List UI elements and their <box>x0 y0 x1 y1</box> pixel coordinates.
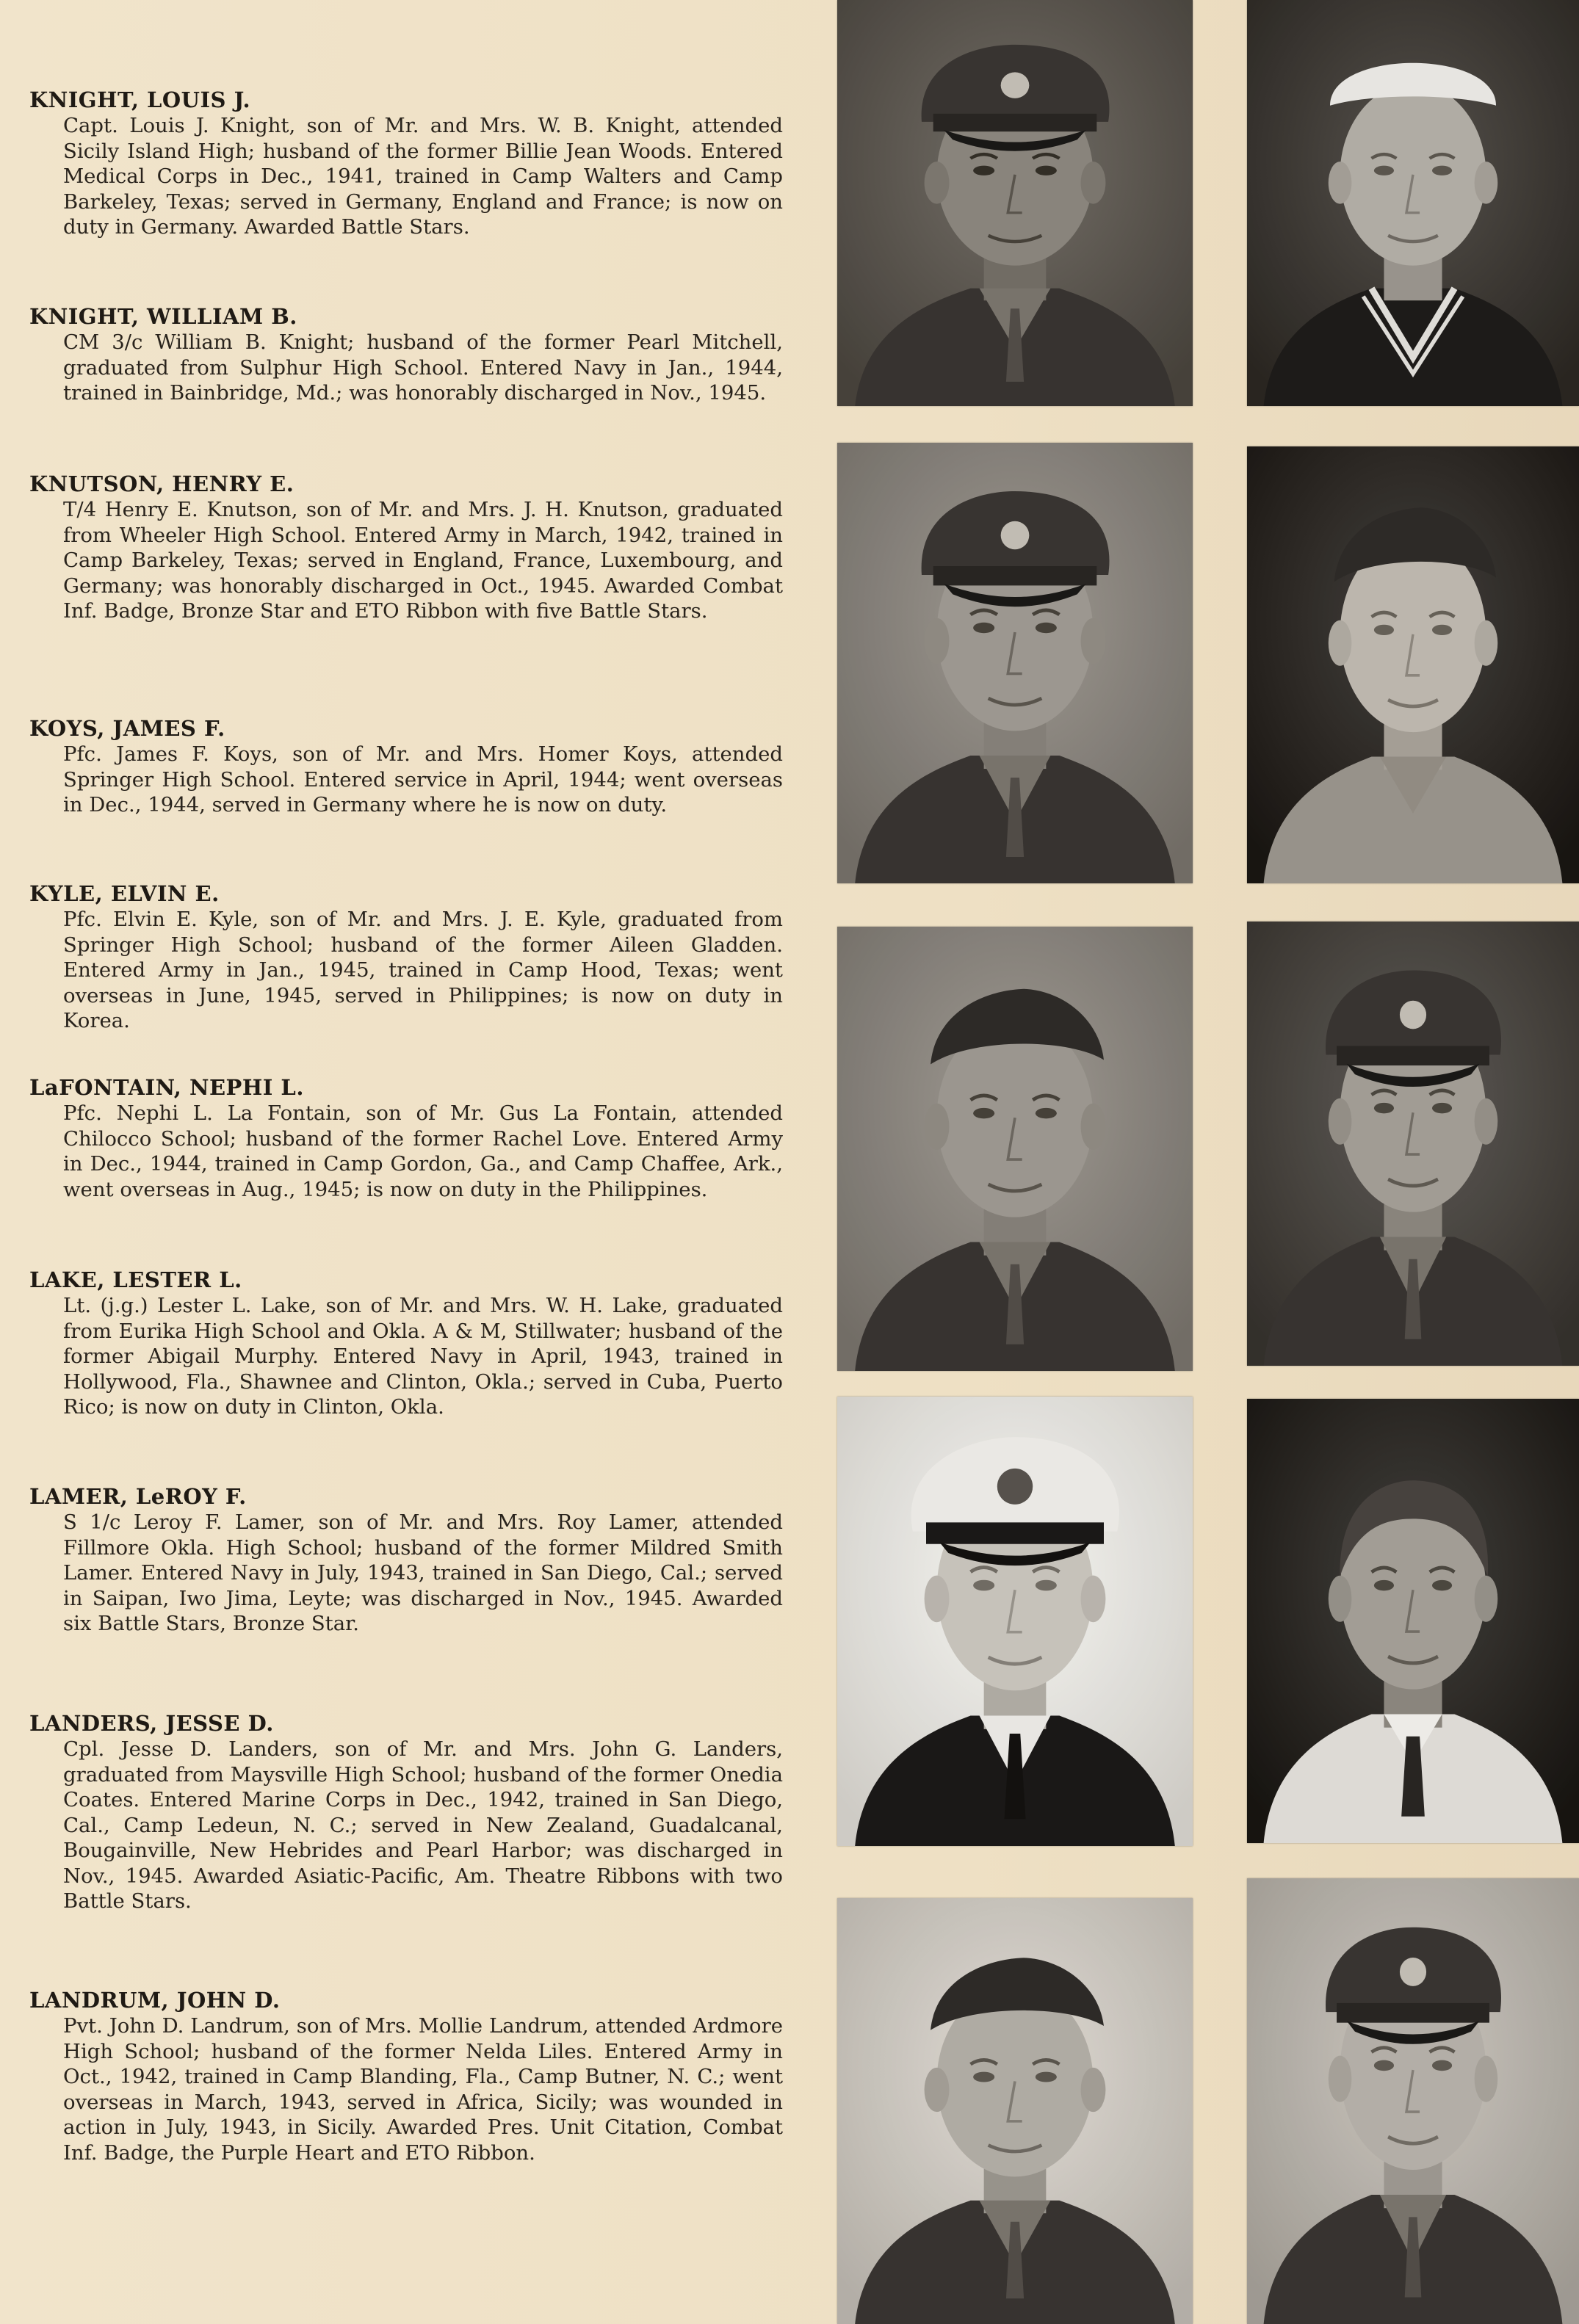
entry-name: LAMER, LeROY F. <box>29 1484 247 1509</box>
entry-name: LAKE, LESTER L. <box>29 1267 242 1292</box>
entry-bio: Pfc. James F. Koys, son of Mr. and Mrs. Homer Koys, attended Springer High School. Entered service in April, 1944; went overseas in Dec., 1944, served in Germany where he is now on duty. <box>63 742 783 817</box>
entry-landers-jesse <box>29 1710 783 1914</box>
entry-knight-louis <box>29 87 783 240</box>
entry-koys-james <box>29 715 783 818</box>
cap-shape <box>1326 1927 1501 2012</box>
face-shape <box>1340 1013 1486 1212</box>
portrait-lake-lester-image <box>837 1397 1193 1846</box>
face-shape <box>937 84 1094 266</box>
portrait-knutson-henry-image <box>837 443 1193 883</box>
attire-shape <box>1264 756 1563 883</box>
entry-bio: Pfc. Elvin E. Kyle, son of Mr. and Mrs. J. E. Kyle, graduated from Springer High School; husband of the former Aileen Gladden. Entered Army in Jan., 1945, trained in Camp Hood, Texas; went overseas in June, 1945, served in Philippines; is now on duty in Korea. <box>63 908 783 1032</box>
portrait-knutson-henry <box>837 443 1193 883</box>
portrait-knight-louis-image <box>837 0 1193 406</box>
portrait-lafontain-nephi <box>1247 922 1579 1366</box>
entry-name: LaFONTAIN, NEPHI L. <box>29 1075 304 1100</box>
attire-shape <box>1264 1237 1563 1366</box>
entry-name: LANDRUM, JOHN D. <box>29 1988 281 2013</box>
portrait-koys-james-image <box>1247 446 1579 883</box>
cap-shape <box>931 989 1104 1065</box>
attire-shape <box>855 756 1175 883</box>
attire-shape <box>855 1716 1175 1846</box>
entry-name: KNIGHT, WILLIAM B. <box>29 304 297 329</box>
portrait-landers-jesse-image <box>837 1898 1193 2324</box>
face-shape <box>937 1018 1094 1217</box>
entry-bio: T/4 Henry E. Knutson, son of Mr. and Mrs. J. H. Knutson, graduated from Wheeler High School. Entered Army in March, 1942, trained in Camp Barkeley, Texas; served in England, France, Luxembourg, and Germany; was honorably discharged in Oct., 1945. Awarded Combat Inf. Badge, Bronze Star and ETO Ribbon with five Battle Stars. <box>63 498 783 623</box>
face-shape <box>937 1489 1094 1690</box>
cap-shape <box>911 1437 1119 1532</box>
entry-lafontain-nephi <box>29 1074 783 1202</box>
portrait-koys-james <box>1247 446 1579 883</box>
portrait-landrum-john <box>1247 1878 1579 2324</box>
attire-shape <box>855 289 1175 406</box>
portrait-landrum-john-image <box>1247 1878 1579 2324</box>
entry-bio: Lt. (j.g.) Lester L. Lake, son of Mr. and Mrs. W. H. Lake, graduated from Eurika High School and Okla. A & M, Stillwater; husband of the former Abigail Murphy. Entered Navy in April, 1943, trained in Hollywood, Fla., Shawnee and Clinton, Okla.; served in Cuba, Puerto Rico; is now on duty in Clinton, Okla. <box>63 1294 783 1419</box>
entry-bio: Capt. Louis J. Knight, son of Mr. and Mrs. W. B. Knight, attended Sicily Island High; husband of the former Billie Jean Woods. Entered Medical Corps in Dec., 1941, trained in Camp Walters and Camp Barkeley, Texas; served in Germany, England and France; is now on duty in Germany. Awarded Battle Stars. <box>63 114 783 239</box>
attire-shape <box>1264 289 1563 406</box>
entry-name: KOYS, JAMES F. <box>29 716 225 741</box>
face-shape <box>1340 84 1486 266</box>
attire-shape <box>855 1242 1175 1371</box>
entry-name: KYLE, ELVIN E. <box>29 881 220 906</box>
entry-landrum-john <box>29 1987 783 2165</box>
cap-shape <box>1326 971 1501 1055</box>
portrait-lamer-leroy-image <box>1247 1399 1579 1843</box>
portrait-landers-jesse <box>837 1898 1193 2324</box>
entries-column <box>0 0 783 2324</box>
entry-bio: Pvt. John D. Landrum, son of Mrs. Mollie Landrum, attended Ardmore High School; husband of the former Nelda Liles. Entered Army in Oct., 1942, trained in Camp Blanding, Fla., Camp Butner, N. C.; went overseas in March, 1943, served in Africa, Sicily; was wounded in action in July, 1943, in Sicily. Awarded Pres. Unit Citation, Combat Inf. Badge, the Purple Heart and ETO Ribbon. <box>63 2014 783 2165</box>
portrait-knight-william <box>1247 0 1579 406</box>
entry-knight-william <box>29 303 783 406</box>
portrait-lamer-leroy <box>1247 1399 1579 1843</box>
entry-lamer-leroy <box>29 1483 783 1637</box>
face-shape <box>1340 1970 1486 2170</box>
portrait-knight-louis <box>837 0 1193 406</box>
portrait-kyle-elvin <box>837 927 1193 1371</box>
face-shape <box>937 1985 1094 2176</box>
entry-name: KNUTSON, HENRY E. <box>29 471 295 496</box>
entry-bio: Cpl. Jesse D. Landers, son of Mr. and Mrs. John G. Landers, graduated from Maysville High School; husband of the former Onedia Coates. Entered Marine Corps in Dec., 1942, trained in San Diego, Cal., Camp Ledeun, N. C.; served in New Zealand, Guadalcanal, Bougainville, New Hebrides and Pearl Harbor; was discharged in Nov., 1945. Awarded Asiatic-Pacific, Am. Theatre Ribbons with two Battle Stars. <box>63 1737 783 1913</box>
attire-shape <box>1264 1715 1563 1843</box>
entry-bio: S 1/c Leroy F. Lamer, son of Mr. and Mrs. Roy Lamer, attended Fillmore Okla. High School; husband of the former Mildred Smith Lamer. Entered Navy in July, 1943, trained in San Diego, Cal.; served in Saipan, Iwo Jima, Leyte; was discharged in Nov., 1945. Awarded six Battle Stars, Bronze Star. <box>63 1510 783 1635</box>
attire-shape <box>1264 2195 1563 2324</box>
entry-bio: CM 3/c William B. Knight; husband of the former Pearl Mitchell, graduated from Sulphur High School. Entered Navy in Jan., 1944, trained in Bainbridge, Md.; was honorably discharged in Nov., 1945. <box>63 330 783 405</box>
entry-name: LANDERS, JESSE D. <box>29 1711 274 1736</box>
entry-name: KNIGHT, LOUIS J. <box>29 87 251 112</box>
cap-shape <box>922 491 1110 575</box>
entry-bio: Pfc. Nephi L. La Fontain, son of Mr. Gus La Fontain, attended Chilocco School; husband of the former Rachel Love. Entered Army in Dec., 1944, trained in Camp Gordon, Ga., and Camp Chaffee, Ark., went overseas in Aug., 1945; is now on duty in the Philippines. <box>63 1101 783 1201</box>
cap-shape <box>1330 63 1496 106</box>
portrait-lake-lester <box>837 1397 1193 1846</box>
entry-kyle-elvin <box>29 880 783 1034</box>
attire-shape <box>855 2201 1175 2324</box>
entry-knutson-henry <box>29 471 783 624</box>
cap-shape <box>931 1958 1104 2030</box>
portrait-knight-william-image <box>1247 0 1579 406</box>
face-shape <box>1340 537 1486 733</box>
cap-shape <box>922 45 1110 122</box>
cap-shape <box>1334 507 1496 582</box>
face-shape <box>1340 1491 1486 1690</box>
entry-lake-lester <box>29 1267 783 1420</box>
portrait-lafontain-nephi-image <box>1247 922 1579 1366</box>
portrait-kyle-elvin-image <box>837 927 1193 1371</box>
face-shape <box>937 534 1094 731</box>
